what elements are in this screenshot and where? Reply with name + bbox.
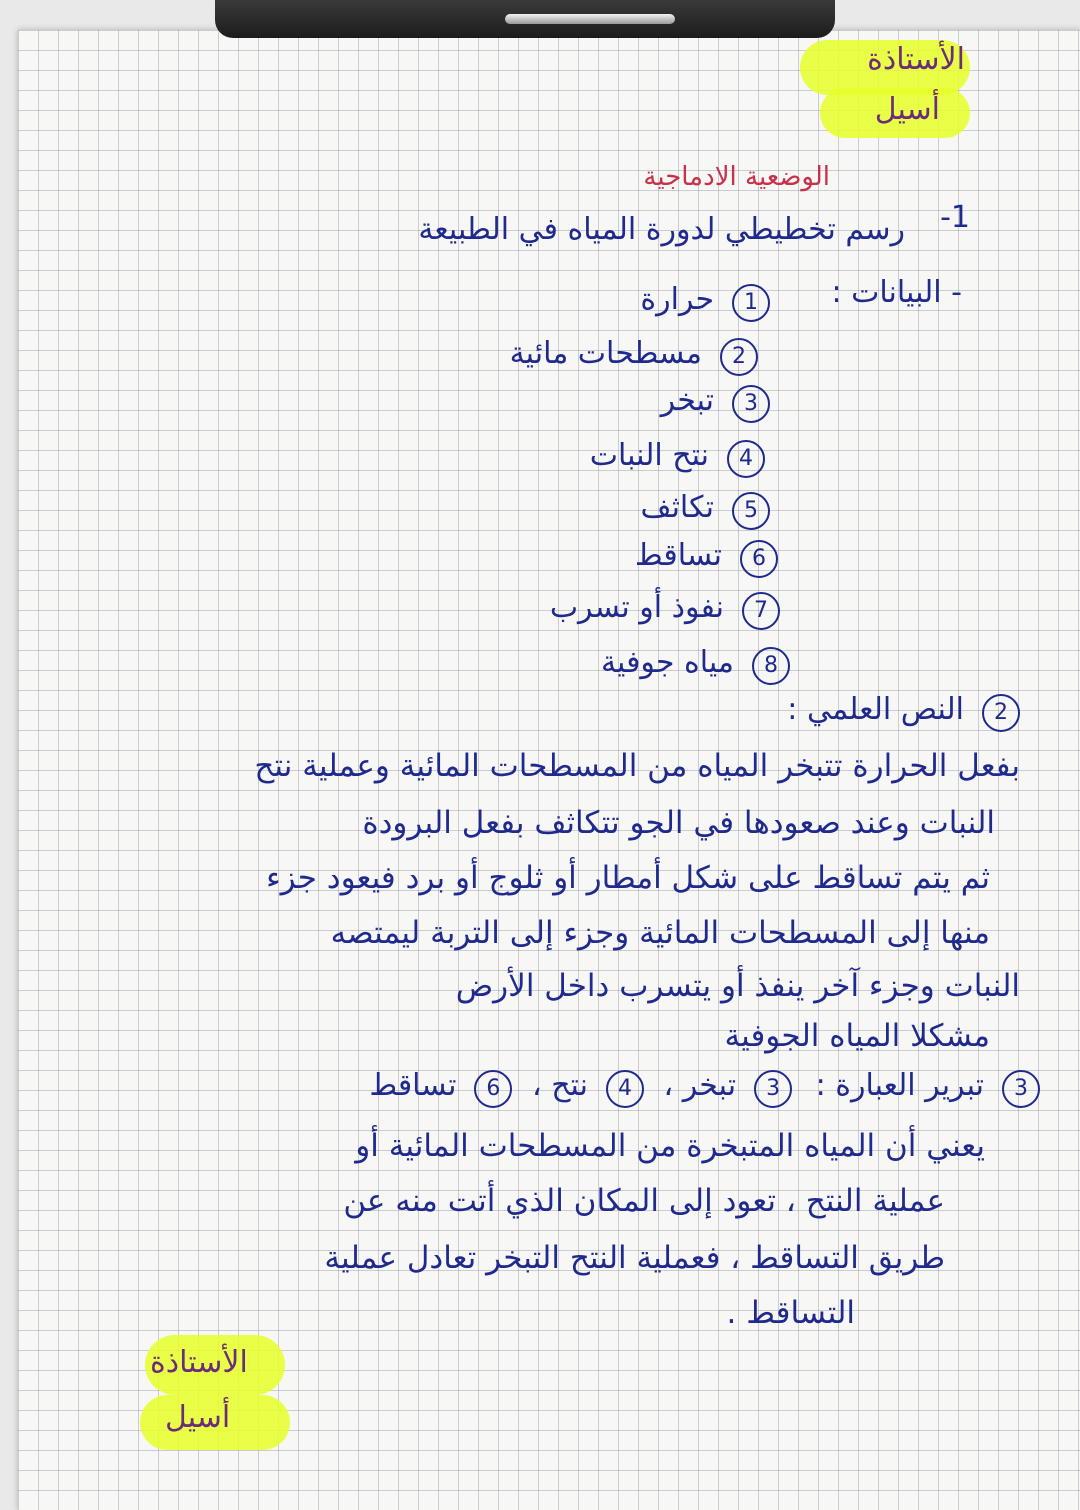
q3-line: التساقط . <box>726 1295 855 1331</box>
q3-line: طريق التساقط ، فعملية النتح التبخر تعادل عملية <box>324 1240 945 1276</box>
legend-label: - البيانات : <box>831 275 962 310</box>
q3-heading <box>369 1068 1040 1108</box>
signature-bottom-name: أسيل <box>165 1400 231 1435</box>
q1-text: رسم تخطيطي لدورة المياه في الطبيعة <box>418 212 905 247</box>
q2-number: 2 <box>982 694 1020 732</box>
legend-item <box>661 383 770 423</box>
item-number: 4 <box>727 440 765 478</box>
item-number: 2 <box>720 338 758 376</box>
ref-number: 6 <box>474 1070 512 1108</box>
item-text: نفوذ أو تسرب <box>549 590 724 625</box>
q2-line: مشكلا المياه الجوفية <box>724 1018 990 1054</box>
item-text: حرارة <box>640 282 714 317</box>
clipboard-clip <box>215 0 835 38</box>
q1-number: 1- <box>940 200 970 235</box>
legend-item <box>590 438 765 478</box>
item-number: 6 <box>740 540 778 578</box>
page-title: الوضعية الادماجية <box>643 162 830 192</box>
legend-item <box>640 282 770 322</box>
item-text: نتح النبات <box>589 438 709 473</box>
signature-top-name: أسيل <box>874 92 940 127</box>
item-text: تبخر <box>660 383 714 418</box>
item-number: 3 <box>732 385 770 423</box>
ref-number: 3 <box>754 1070 792 1108</box>
q2-line: بفعل الحرارة تتبخر المياه من المسطحات المائية وعملية نتح <box>254 748 1020 784</box>
legend-item <box>601 645 790 685</box>
legend-item <box>550 590 780 630</box>
q3-number: 3 <box>1002 1070 1040 1108</box>
item-number: 7 <box>742 592 780 630</box>
q2-heading <box>787 692 1020 732</box>
legend-item <box>510 336 758 376</box>
legend-item <box>635 538 778 578</box>
signature-top-title: الأستاذة <box>867 42 965 77</box>
q2-line: النبات وعند صعودها في الجو تتكاثف بفعل البرودة <box>362 805 995 841</box>
signature-bottom-title: الأستاذة <box>150 1345 248 1380</box>
item-number: 1 <box>732 284 770 322</box>
item-text: مياه جوفية <box>600 645 734 680</box>
q3-line: يعني أن المياه المتبخرة من المسطحات المائية أو <box>355 1128 985 1164</box>
q2-line: منها إلى المسطحات المائية وجزء إلى التربة ليمتصه <box>330 915 990 951</box>
q3-line: عملية النتح ، تعود إلى المكان الذي أتت منه عن <box>343 1183 945 1219</box>
q2-line: النبات وجزء آخر ينفذ أو يتسرب داخل الأرض <box>455 968 1020 1004</box>
q2-heading-text: النص العلمي : <box>787 692 964 727</box>
legend-item <box>641 490 770 530</box>
ref-text: نتح ، <box>531 1068 588 1103</box>
item-text: تكاثف <box>640 490 714 525</box>
item-number: 5 <box>732 492 770 530</box>
item-number: 8 <box>752 647 790 685</box>
ref-text: تبخر ، <box>663 1068 737 1103</box>
q2-line: ثم يتم تساقط على شكل أمطار أو ثلوج أو برد فيعود جزء <box>266 860 990 896</box>
item-text: تساقط <box>634 538 722 573</box>
q3-heading-text: تبرير العبارة : <box>815 1068 984 1103</box>
item-text: مسطحات مائية <box>509 336 702 371</box>
ref-text: تساقط <box>369 1068 457 1103</box>
clip-spring-bar <box>505 14 675 24</box>
ref-number: 4 <box>606 1070 644 1108</box>
